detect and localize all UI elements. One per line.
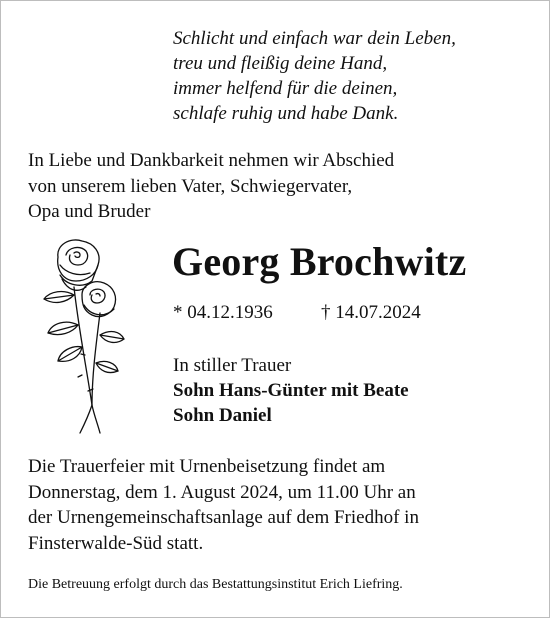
deceased-name: Georg Brochwitz (172, 239, 467, 284)
mourners-block (173, 353, 409, 428)
poem-line: treu und fleißig deine Hand, (173, 53, 388, 74)
intro-line: von unserem lieben Vater, Schwiegervater, (28, 175, 353, 197)
intro-line: In Liebe und Dankbarkeit nehmen wir Abschied (28, 150, 395, 171)
poem-line: immer helfend für die deinen, (173, 78, 398, 99)
mourner-name: Sohn Hans-Günter mit Beate (173, 380, 409, 401)
mourners-heading: In stiller Trauer (173, 355, 292, 376)
funeral-line: Finsterwalde-Süd statt. (28, 532, 204, 554)
funeral-line: Die Trauerfeier mit Urnenbeisetzung findet am (28, 456, 386, 477)
funeral-home-note: Die Betreuung erfolgt durch das Bestattungsinstitut Erich Liefring. (28, 577, 403, 592)
poem-line: Schlicht und einfach war dein Leben, (173, 28, 456, 49)
funeral-line: der Urnengemeinschaftsanlage auf dem Friedhof in (28, 507, 419, 528)
poem (173, 26, 456, 126)
funeral-details (28, 454, 419, 556)
funeral-line: Donnerstag, dem 1. August 2024, um 11.00 Uhr an (28, 481, 416, 503)
intro-line: Opa und Bruder (28, 201, 151, 222)
farewell-intro (28, 148, 394, 225)
death-date: † 14.07.2024 (321, 302, 421, 323)
birth-date: * 04.12.1936 (173, 302, 273, 323)
mourner-name: Sohn Daniel (173, 405, 272, 426)
life-dates (173, 301, 421, 325)
poem-line: schlafe ruhig und habe Dank. (173, 103, 399, 124)
rose-icon (30, 235, 125, 435)
